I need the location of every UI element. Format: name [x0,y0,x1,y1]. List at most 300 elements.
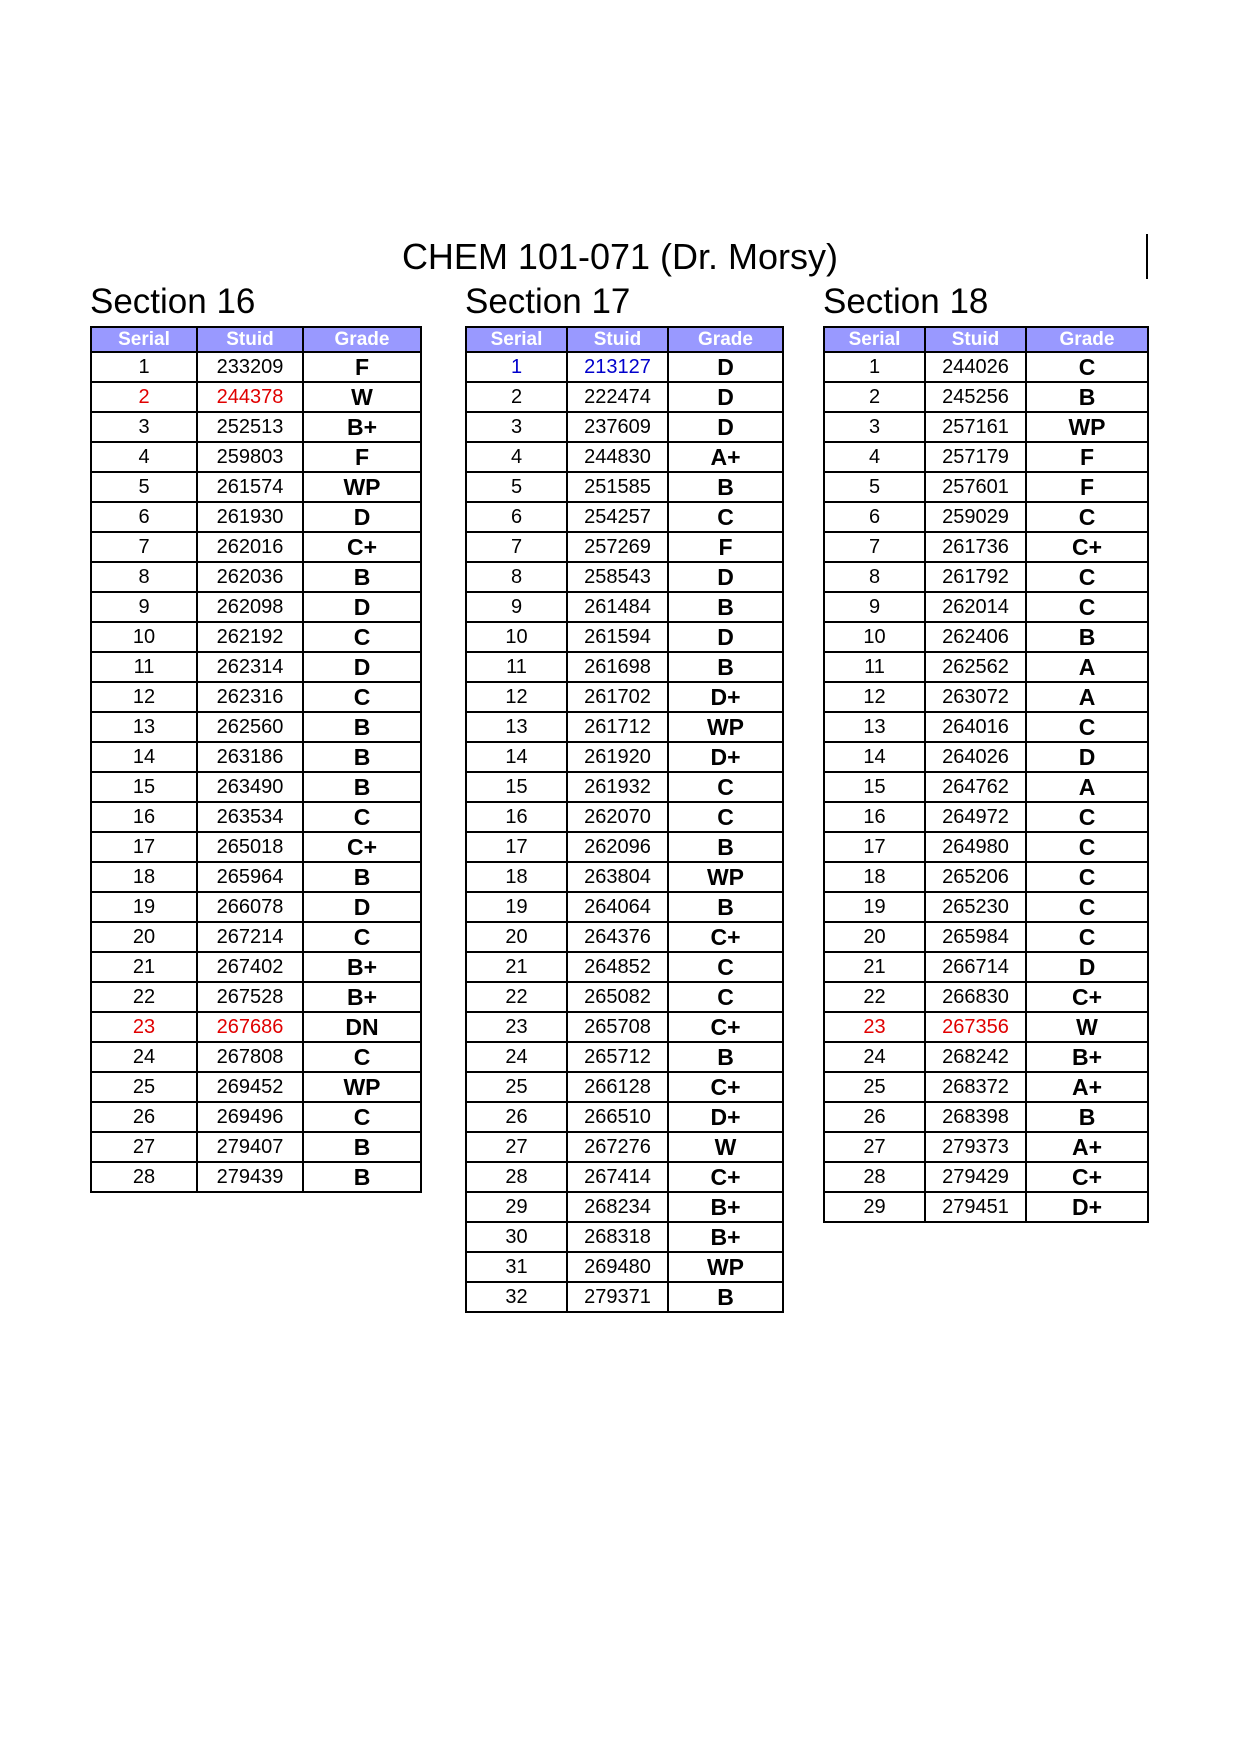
stuid-cell: 257161 [925,412,1026,442]
serial-cell: 13 [824,712,925,742]
grade-cell: B [1026,1102,1148,1132]
serial-cell: 16 [466,802,567,832]
table-row [824,1072,1148,1102]
grade-cell: F [1026,472,1148,502]
serial-cell: 4 [91,442,197,472]
table-row [824,472,1148,502]
column-header-stuid: Stuid [197,327,303,352]
table-row [91,412,421,442]
table-row [824,862,1148,892]
grade-cell: WP [303,1072,421,1102]
stuid-cell: 264762 [925,772,1026,802]
table-row [824,892,1148,922]
serial-cell: 3 [466,412,567,442]
grade-cell: C [1026,592,1148,622]
serial-cell: 15 [91,772,197,802]
stuid-cell: 279373 [925,1132,1026,1162]
serial-cell: 5 [824,472,925,502]
grade-cell: C [668,952,783,982]
serial-cell: 28 [91,1162,197,1192]
serial-cell: 26 [824,1102,925,1132]
stuid-cell: 265964 [197,862,303,892]
grade-cell: C+ [668,922,783,952]
serial-cell: 17 [91,832,197,862]
table-row [824,652,1148,682]
stuid-cell: 262316 [197,682,303,712]
stuid-cell: 264016 [925,712,1026,742]
serial-cell: 22 [466,982,567,1012]
table-row [824,922,1148,952]
stuid-cell: 259029 [925,502,1026,532]
grade-cell: C [1026,922,1148,952]
serial-cell: 1 [91,352,197,382]
table-row [91,712,421,742]
serial-cell: 10 [824,622,925,652]
serial-cell: 4 [466,442,567,472]
stuid-cell: 233209 [197,352,303,382]
grades-table [823,326,1149,1223]
stuid-cell: 252513 [197,412,303,442]
grade-cell: D [668,352,783,382]
table-row [91,1162,421,1192]
table-row [91,982,421,1012]
grade-cell: WP [303,472,421,502]
serial-cell: 29 [824,1192,925,1222]
stuid-cell: 263490 [197,772,303,802]
grade-cell: B [668,592,783,622]
table-row [466,682,783,712]
stuid-cell: 267414 [567,1162,668,1192]
grade-cell: B [668,1282,783,1312]
grade-cell: W [1026,1012,1148,1042]
grade-cell: C+ [1026,1162,1148,1192]
table-row [91,502,421,532]
table-row [91,622,421,652]
serial-cell: 8 [824,562,925,592]
table-row [466,1282,783,1312]
stuid-cell: 222474 [567,382,668,412]
section-heading: Section 18 [823,282,989,321]
grade-cell: D+ [1026,1192,1148,1222]
grade-cell: B+ [303,952,421,982]
grade-cell: B [1026,622,1148,652]
grade-cell: B+ [303,982,421,1012]
serial-cell: 21 [824,952,925,982]
grade-cell: B+ [668,1192,783,1222]
serial-cell: 32 [466,1282,567,1312]
serial-cell: 5 [91,472,197,502]
serial-cell: 27 [466,1132,567,1162]
grade-cell: C [668,772,783,802]
stuid-cell: 263072 [925,682,1026,712]
table-row [91,1042,421,1072]
stuid-cell: 262560 [197,712,303,742]
column-header-serial: Serial [466,327,567,352]
serial-cell: 8 [91,562,197,592]
serial-cell: 14 [824,742,925,772]
serial-cell: 2 [91,382,197,412]
column-header-serial: Serial [824,327,925,352]
serial-cell: 3 [91,412,197,442]
stuid-cell: 262098 [197,592,303,622]
stuid-cell: 265206 [925,862,1026,892]
grade-cell: D [303,892,421,922]
stuid-cell: 264376 [567,922,668,952]
stuid-cell: 261932 [567,772,668,802]
serial-cell: 18 [466,862,567,892]
serial-cell: 21 [466,952,567,982]
table-row [91,682,421,712]
serial-cell: 28 [824,1162,925,1192]
stuid-cell: 262096 [567,832,668,862]
stuid-cell: 264064 [567,892,668,922]
serial-cell: 8 [466,562,567,592]
serial-cell: 24 [824,1042,925,1072]
table-body [91,352,421,1192]
table-row [824,532,1148,562]
serial-cell: 17 [466,832,567,862]
grade-cell: D [668,622,783,652]
column-header-grade: Grade [303,327,421,352]
serial-cell: 1 [466,352,567,382]
stuid-cell: 267356 [925,1012,1026,1042]
table-row [824,1012,1148,1042]
grade-cell: C [1026,802,1148,832]
table-row [91,652,421,682]
serial-cell: 11 [466,652,567,682]
stuid-cell: 266128 [567,1072,668,1102]
grade-cell: WP [1026,412,1148,442]
serial-cell: 4 [824,442,925,472]
grade-cell: D [1026,742,1148,772]
grade-cell: D [303,652,421,682]
grade-cell: C [303,802,421,832]
grade-cell: C [303,1042,421,1072]
table-row [824,682,1148,712]
serial-cell: 5 [466,472,567,502]
serial-cell: 28 [466,1162,567,1192]
table-row [466,382,783,412]
table-row [466,832,783,862]
table-row [824,502,1148,532]
serial-cell: 21 [91,952,197,982]
serial-cell: 19 [91,892,197,922]
stuid-cell: 264980 [925,832,1026,862]
table-row [824,1192,1148,1222]
stuid-cell: 259803 [197,442,303,472]
table-body [466,352,783,1312]
stuid-cell: 267808 [197,1042,303,1072]
grade-cell: D [668,382,783,412]
stuid-cell: 262562 [925,652,1026,682]
table-row [466,742,783,772]
stuid-cell: 261792 [925,562,1026,592]
grade-cell: F [668,532,783,562]
table-row [466,1132,783,1162]
stuid-cell: 267402 [197,952,303,982]
table-row [824,742,1148,772]
grade-cell: C+ [668,1012,783,1042]
table-row [824,412,1148,442]
serial-cell: 14 [91,742,197,772]
table-row [466,862,783,892]
serial-cell: 1 [824,352,925,382]
table-row [91,562,421,592]
table-row [466,982,783,1012]
table-header-row [824,327,1148,352]
table-row [466,1042,783,1072]
stuid-cell: 261484 [567,592,668,622]
grade-cell: C [303,1102,421,1132]
stuid-cell: 266830 [925,982,1026,1012]
stuid-cell: 264026 [925,742,1026,772]
stuid-cell: 258543 [567,562,668,592]
grade-cell: D [1026,952,1148,982]
table-row [466,352,783,382]
stuid-cell: 264852 [567,952,668,982]
stuid-cell: 213127 [567,352,668,382]
table-row [466,442,783,472]
stuid-cell: 267528 [197,982,303,1012]
stuid-cell: 261702 [567,682,668,712]
serial-cell: 9 [824,592,925,622]
stuid-cell: 261920 [567,742,668,772]
grade-cell: B+ [303,412,421,442]
table-row [824,1042,1148,1072]
stuid-cell: 257601 [925,472,1026,502]
grade-cell: B [668,472,783,502]
stuid-cell: 268372 [925,1072,1026,1102]
stuid-cell: 266510 [567,1102,668,1132]
serial-cell: 20 [824,922,925,952]
stuid-cell: 261594 [567,622,668,652]
stuid-cell: 261736 [925,532,1026,562]
grade-cell: B [668,892,783,922]
table-row [466,1162,783,1192]
table-row [91,742,421,772]
stuid-cell: 265984 [925,922,1026,952]
table-row [824,592,1148,622]
table-header-row [91,327,421,352]
grade-cell: WP [668,712,783,742]
serial-cell: 2 [466,382,567,412]
table-row [466,892,783,922]
serial-cell: 7 [824,532,925,562]
grade-cell: A [1026,652,1148,682]
vertical-divider [1146,234,1148,279]
stuid-cell: 251585 [567,472,668,502]
serial-cell: 2 [824,382,925,412]
column-header-grade: Grade [668,327,783,352]
grade-cell: D+ [668,742,783,772]
grade-cell: DN [303,1012,421,1042]
section-18 [823,278,1149,1223]
serial-cell: 27 [91,1132,197,1162]
grade-cell: D [303,502,421,532]
table-row [91,442,421,472]
serial-cell: 15 [466,772,567,802]
serial-cell: 7 [466,532,567,562]
grade-cell: B [303,862,421,892]
stuid-cell: 245256 [925,382,1026,412]
grade-cell: C [1026,862,1148,892]
table-row [91,1102,421,1132]
table-row [466,472,783,502]
stuid-cell: 268318 [567,1222,668,1252]
table-row [466,1252,783,1282]
table-row [91,922,421,952]
grade-cell: C+ [1026,982,1148,1012]
stuid-cell: 261712 [567,712,668,742]
serial-cell: 9 [466,592,567,622]
stuid-cell: 244830 [567,442,668,472]
grade-cell: C+ [668,1162,783,1192]
table-row [466,562,783,592]
grade-cell: C [1026,712,1148,742]
stuid-cell: 244026 [925,352,1026,382]
grade-cell: B [1026,382,1148,412]
serial-cell: 18 [91,862,197,892]
stuid-cell: 265708 [567,1012,668,1042]
section-heading: Section 17 [465,282,631,321]
serial-cell: 14 [466,742,567,772]
stuid-cell: 268234 [567,1192,668,1222]
stuid-cell: 262406 [925,622,1026,652]
grade-cell: F [1026,442,1148,472]
table-row [824,982,1148,1012]
grade-cell: B [303,1132,421,1162]
section-17 [465,278,784,1313]
stuid-cell: 244378 [197,382,303,412]
grade-cell: C [1026,832,1148,862]
serial-cell: 13 [466,712,567,742]
table-row [824,802,1148,832]
serial-cell: 11 [824,652,925,682]
grade-cell: A+ [1026,1072,1148,1102]
table-row [824,952,1148,982]
table-row [91,1072,421,1102]
grade-cell: D+ [668,682,783,712]
table-row [824,622,1148,652]
serial-cell: 19 [824,892,925,922]
serial-cell: 3 [824,412,925,442]
table-row [824,1132,1148,1162]
table-row [91,472,421,502]
serial-cell: 26 [466,1102,567,1132]
serial-cell: 24 [466,1042,567,1072]
grade-cell: A+ [668,442,783,472]
page-title: CHEM 101-071 (Dr. Morsy) [401,236,839,277]
grade-cell: B [303,562,421,592]
table-row [91,772,421,802]
serial-cell: 12 [824,682,925,712]
stuid-cell: 267214 [197,922,303,952]
serial-cell: 11 [91,652,197,682]
table-row [466,802,783,832]
stuid-cell: 269496 [197,1102,303,1132]
serial-cell: 6 [824,502,925,532]
table-row [466,1102,783,1132]
grade-cell: C [668,502,783,532]
grade-cell: C+ [668,1072,783,1102]
stuid-cell: 237609 [567,412,668,442]
column-header-stuid: Stuid [925,327,1026,352]
grade-cell: D [668,562,783,592]
serial-cell: 22 [824,982,925,1012]
serial-cell: 16 [824,802,925,832]
stuid-cell: 268242 [925,1042,1026,1072]
stuid-cell: 265082 [567,982,668,1012]
grade-cell: C [303,682,421,712]
section-heading: Section 16 [90,282,256,321]
stuid-cell: 267276 [567,1132,668,1162]
grade-cell: D [303,592,421,622]
grade-cell: D+ [668,1102,783,1132]
table-row [824,442,1148,472]
grade-cell: B [303,1162,421,1192]
serial-cell: 10 [91,622,197,652]
grade-cell: A [1026,772,1148,802]
grade-cell: C [1026,502,1148,532]
stuid-cell: 265018 [197,832,303,862]
table-row [824,712,1148,742]
grade-cell: WP [668,1252,783,1282]
stuid-cell: 263186 [197,742,303,772]
grade-cell: C+ [303,532,421,562]
grade-cell: C [1026,562,1148,592]
serial-cell: 26 [91,1102,197,1132]
grade-cell: WP [668,862,783,892]
stuid-cell: 262314 [197,652,303,682]
grade-cell: B [303,712,421,742]
stuid-cell: 261930 [197,502,303,532]
stuid-cell: 267686 [197,1012,303,1042]
table-row [466,922,783,952]
grade-cell: B+ [1026,1042,1148,1072]
grade-cell: C [303,622,421,652]
stuid-cell: 262070 [567,802,668,832]
grades-table [465,326,784,1313]
grade-cell: C [668,982,783,1012]
grades-table [90,326,422,1193]
serial-cell: 18 [824,862,925,892]
table-row [466,532,783,562]
stuid-cell: 261698 [567,652,668,682]
table-row [466,412,783,442]
table-row [466,652,783,682]
table-row [466,592,783,622]
column-header-stuid: Stuid [567,327,668,352]
serial-cell: 12 [466,682,567,712]
stuid-cell: 264972 [925,802,1026,832]
stuid-cell: 265712 [567,1042,668,1072]
serial-cell: 19 [466,892,567,922]
stuid-cell: 266078 [197,892,303,922]
serial-cell: 17 [824,832,925,862]
table-row [91,862,421,892]
serial-cell: 31 [466,1252,567,1282]
table-row [466,772,783,802]
stuid-cell: 266714 [925,952,1026,982]
stuid-cell: 262036 [197,562,303,592]
table-row [466,502,783,532]
table-row [91,352,421,382]
grade-cell: A+ [1026,1132,1148,1162]
stuid-cell: 279429 [925,1162,1026,1192]
table-row [824,1102,1148,1132]
grade-cell: C [1026,892,1148,922]
table-row [91,892,421,922]
